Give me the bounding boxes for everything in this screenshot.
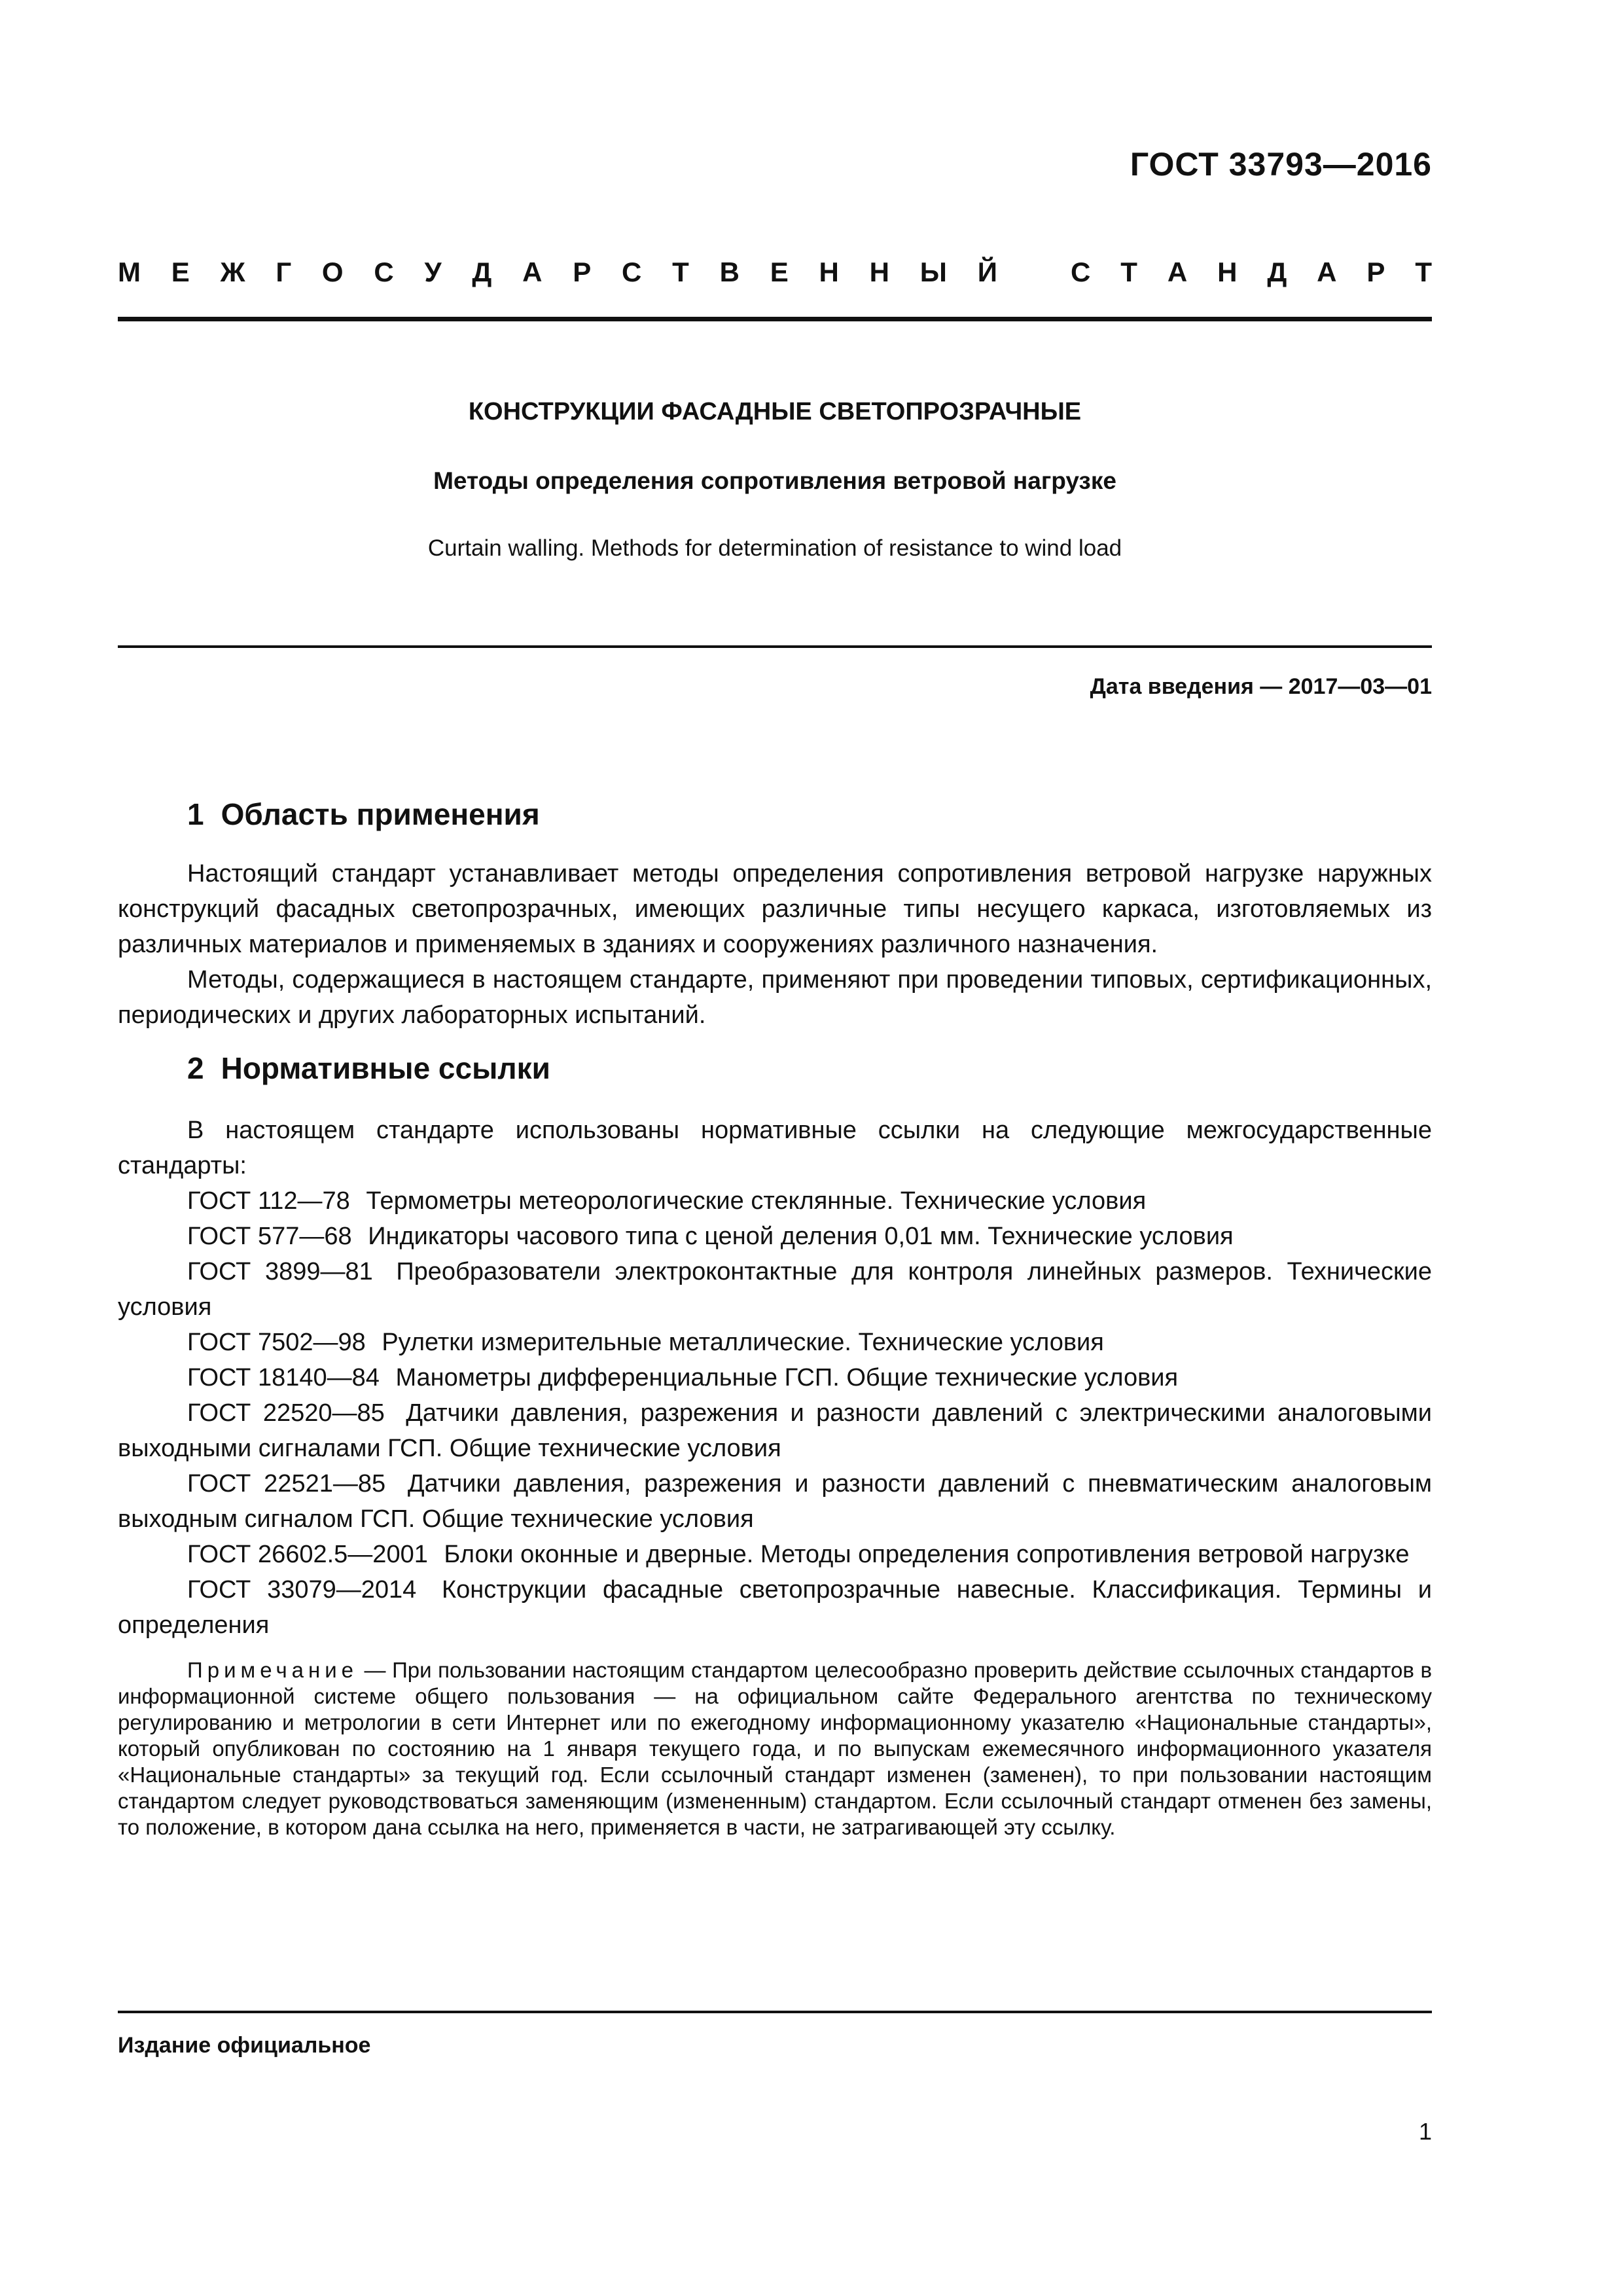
category-letter: Н <box>819 257 839 287</box>
category-letter: Й <box>977 257 997 287</box>
category-letter: А <box>1167 257 1188 287</box>
reference-code: ГОСТ 112—78 <box>187 1187 350 1215</box>
section-title: Нормативные ссылки <box>221 1051 550 1085</box>
section-number: 2 <box>187 1051 204 1085</box>
category-letter: Т <box>1120 257 1137 287</box>
section-number: 1 <box>187 797 204 831</box>
category-letter: Е <box>171 257 190 287</box>
reference-item <box>118 1572 1432 1643</box>
reference-item <box>118 1360 1432 1395</box>
paragraph: В настоящем стандарте использованы нормативные ссылки на следующие межгосударственные стандарты: <box>118 1117 1432 1179</box>
reference-title: Индикаторы часового типа с ценой деления 0,01 мм. Технические условия <box>368 1223 1234 1250</box>
category-letter: Е <box>770 257 789 287</box>
note-label: Примечание <box>187 1658 359 1682</box>
reference-code: ГОСТ 22521—85 <box>187 1470 386 1498</box>
section-heading-references <box>118 1047 1432 1089</box>
category-letter: Т <box>1415 257 1432 287</box>
category-letter: Н <box>869 257 889 287</box>
category-letter: Г <box>276 257 292 287</box>
reference-code: ГОСТ 3899—81 <box>187 1258 373 1285</box>
category-letter: О <box>321 257 344 287</box>
document-title-english: Curtain walling. Methods for determination of resistance to wind load <box>427 535 1122 561</box>
category-letter: У <box>424 257 442 287</box>
reference-item <box>118 1183 1432 1219</box>
category-letter: Ы <box>919 257 947 287</box>
reference-title: Датчики давления, разрежения и разности давлений с пневматическим аналоговым выходным сигналом ГСП. Общие технические условия <box>118 1470 1433 1533</box>
reference-title: Термометры метеорологические стеклянные. Технические условия <box>366 1187 1147 1215</box>
reference-title: Рулетки измерительные металлические. Технические условия <box>382 1329 1104 1356</box>
reference-code: ГОСТ 33079—2014 <box>187 1576 417 1604</box>
category-letter: Т <box>672 257 689 287</box>
reference-code: ГОСТ 22520—85 <box>187 1399 385 1427</box>
reference-code: ГОСТ 577—68 <box>187 1223 352 1250</box>
reference-title: Конструкции фасадные светопрозрачные навесные. Классификация. Термины и определения <box>118 1576 1432 1639</box>
standard-number: ГОСТ 33793—2016 <box>1130 146 1432 183</box>
reference-item <box>118 1254 1432 1325</box>
category-letter: Р <box>573 257 592 287</box>
category-letter: В <box>719 257 740 287</box>
reference-title: Преобразователи электроконтактные для контроля линейных размеров. Технические условия <box>118 1258 1433 1321</box>
category-word-interstate <box>118 257 997 288</box>
paragraph: Настоящий стандарт устанавливает методы определения сопротивления ветровой нагрузке наружных конструкций фасадных светопрозрачных, имеющих различные типы несущего каркаса, изготовляемых из различных материалов и применяемых в зданиях и сооружениях различного назначения. <box>118 860 1432 958</box>
category-letter: Ж <box>220 257 245 287</box>
category-letter: Р <box>1366 257 1385 287</box>
edition-label: Издание официальное <box>118 2033 371 2058</box>
paragraph: Методы, содержащиеся в настоящем стандарте, применяют при проведении типовых, сертификационных, периодических и других лабораторных испытаний. <box>118 966 1432 1029</box>
reference-title: Блоки оконные и дверные. Методы определения сопротивления ветровой нагрузке <box>444 1541 1410 1568</box>
category-letter: С <box>1071 257 1091 287</box>
note-text: — При пользовании настоящим стандартом целесообразно проверить действие ссылочных стандартов в информационной системе общего пользования — на официальном сайте Федерального агентства по техническому регулированию и метрологии в сети Интернет или по ежегодному информационному указателю «Национальные стандарты», который опубликован по состоянию на 1 января текущего года, и по выпускам ежемесячного информационного указателя «Национальные стандарты» за текущий год. Если ссылочный стандарт изменен (заменен), то при пользовании настоящим стандартом следует руководствоваться заменяющим (измененным) стандартом. Если ссылочный стандарт отменен без замены, то положение, в котором дана ссылка на него, применяется в части, не затрагивающей эту ссылку. <box>118 1658 1432 1839</box>
document-body <box>118 793 1432 1862</box>
document-title: КОНСТРУКЦИИ ФАСАДНЫЕ СВЕТОПРОЗРАЧНЫЕ <box>468 398 1082 425</box>
reference-item <box>118 1219 1432 1254</box>
reference-code: ГОСТ 7502—98 <box>187 1329 366 1356</box>
page-number: 1 <box>1418 2118 1432 2145</box>
footer-divider <box>118 2011 1432 2013</box>
introduction-date: Дата введения — 2017—03—01 <box>1090 674 1432 699</box>
section-heading-scope <box>118 793 1432 835</box>
category-letter: С <box>622 257 642 287</box>
header-divider <box>118 317 1432 321</box>
category-letter: А <box>1317 257 1337 287</box>
category-word-standard <box>1071 257 1432 288</box>
section-title: Область применения <box>221 797 540 831</box>
category-letter: С <box>374 257 394 287</box>
standard-category <box>118 257 1432 288</box>
note <box>118 1657 1432 1840</box>
reference-code: ГОСТ 18140—84 <box>187 1364 380 1391</box>
reference-code: ГОСТ 26602.5—2001 <box>187 1541 428 1568</box>
reference-title: Манометры дифференциальные ГСП. Общие технические условия <box>395 1364 1179 1391</box>
category-letter: Д <box>472 257 492 287</box>
category-letter: А <box>522 257 543 287</box>
reference-item <box>118 1395 1432 1466</box>
reference-title: Датчики давления, разрежения и разности давлений с электрическими аналоговыми выходными сигналами ГСП. Общие технические условия <box>118 1399 1433 1462</box>
reference-item <box>118 1466 1432 1537</box>
reference-item <box>118 1325 1432 1360</box>
category-letter: Д <box>1267 257 1287 287</box>
title-divider <box>118 645 1432 648</box>
reference-item <box>118 1537 1432 1572</box>
document-subtitle: Методы определения сопротивления ветровой нагрузке <box>433 467 1116 494</box>
category-letter: Н <box>1217 257 1238 287</box>
category-letter: М <box>118 257 141 287</box>
